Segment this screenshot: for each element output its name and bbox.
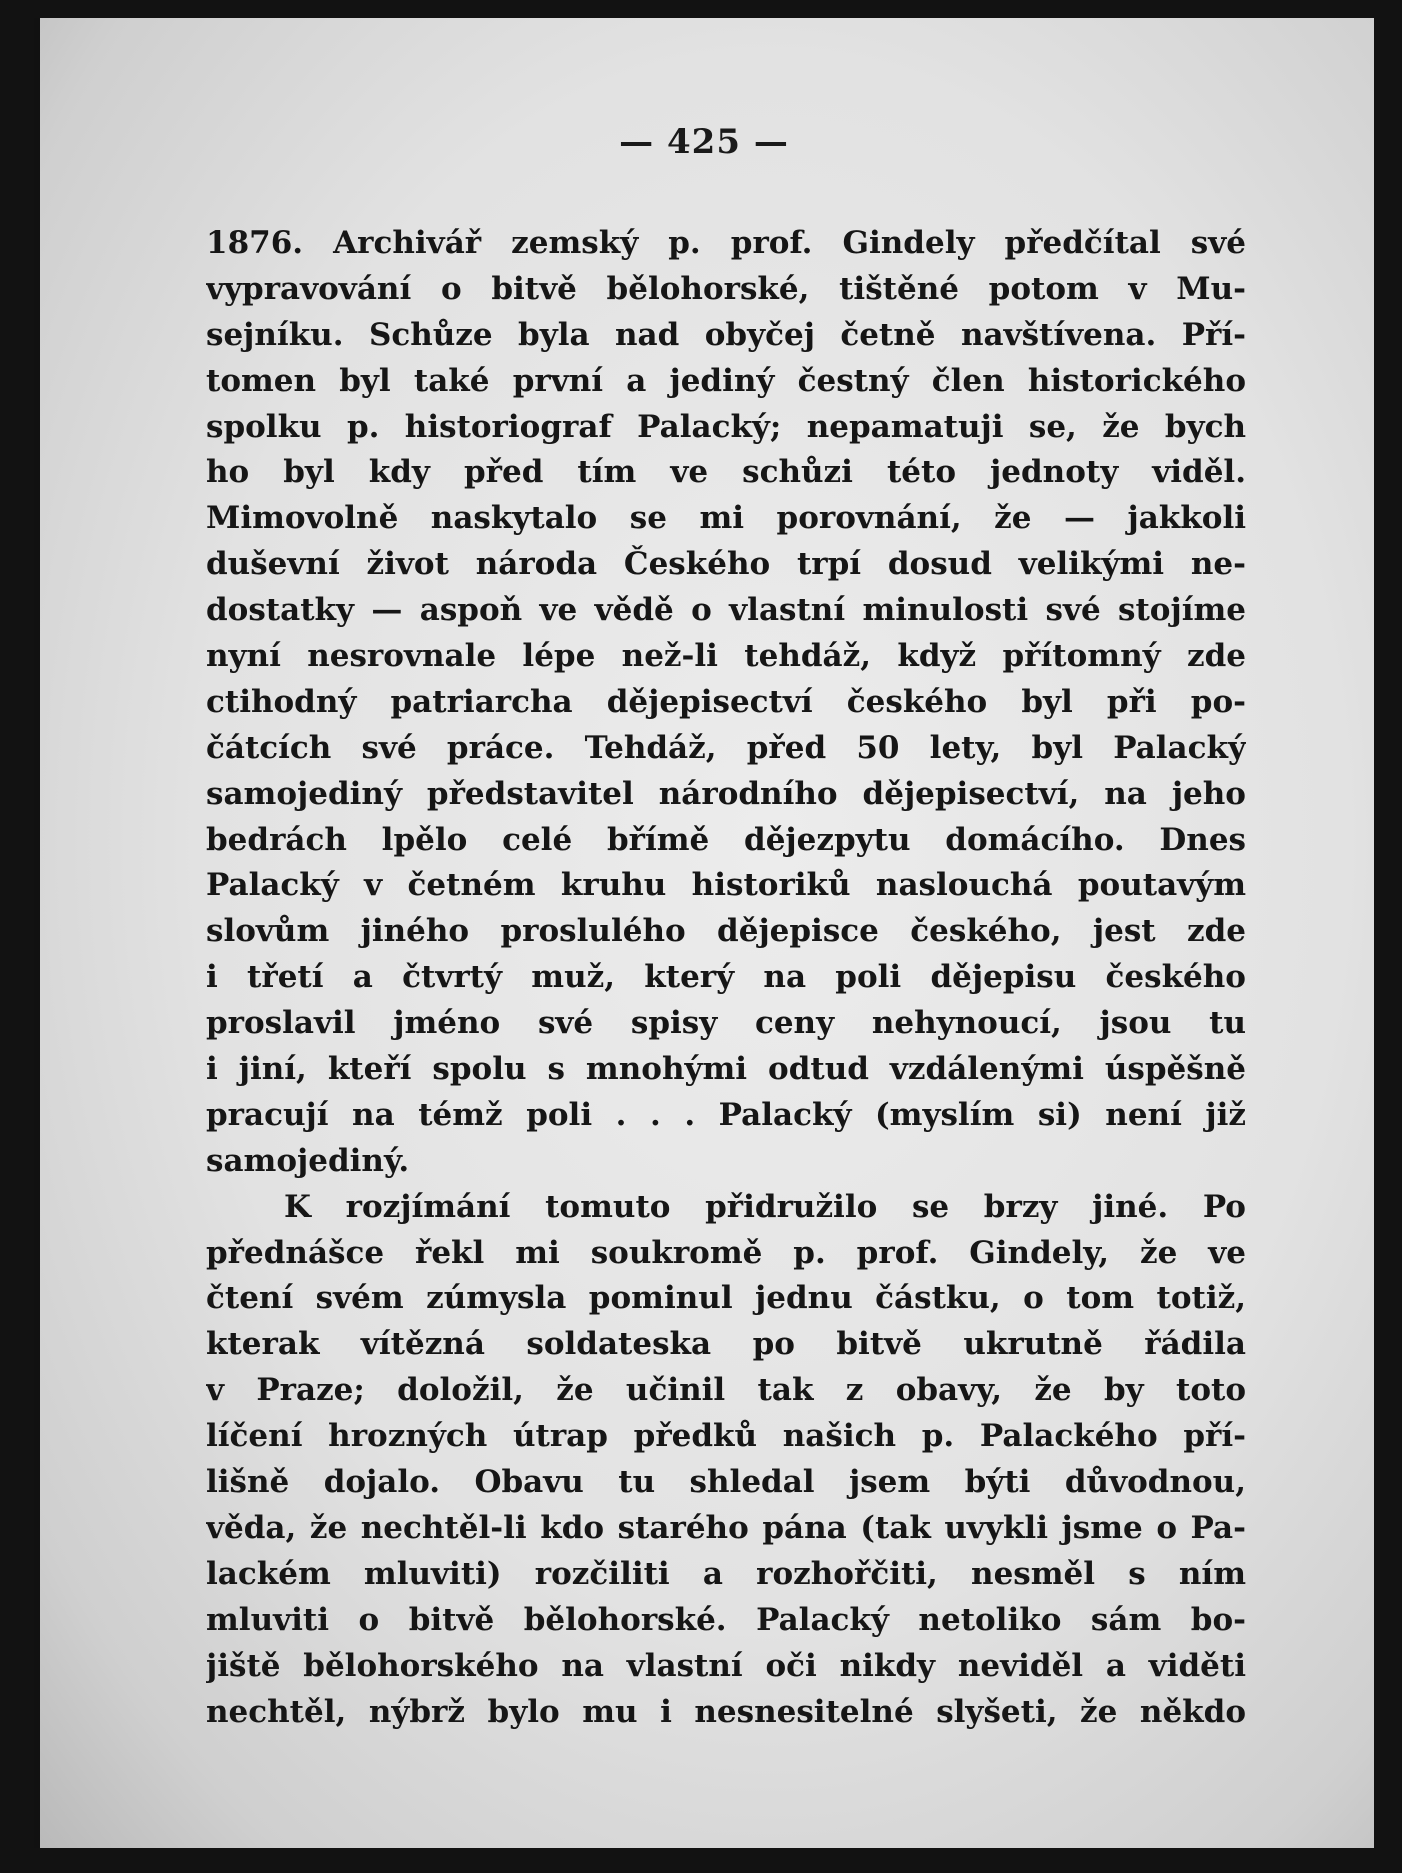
text-line: i třetí a čtvrtý muž, který na poli dějepisu českého [206, 959, 1246, 996]
text-line: čtení svém zúmysla pominul jednu částku, o tom totiž, [206, 1280, 1246, 1317]
text-line: kterak vítězná soldateska po bitvě ukrutně řádila [206, 1326, 1246, 1363]
text-line: tomen byl také první a jediný čestný člen historického [206, 362, 1246, 399]
text-line: bedrách lpělo celé břímě dějezpytu domácího. Dnes [206, 821, 1246, 858]
text-line: pracují na témž poli . . . Palacký (myslím si) není již [206, 1096, 1246, 1133]
text-line: mluviti o bitvě bělohorské. Palacký netoliko sám bo- [206, 1601, 1246, 1638]
text-line: Palacký v četném kruhu historiků naslouchá poutavým [206, 867, 1246, 904]
text-line: vypravování o bitvě bělohorské, tištěné potom v Mu- [206, 270, 1246, 307]
text-line: samojediný. [206, 1142, 410, 1179]
text-line: nechtěl, nýbrž bylo mu i nesnesitelné slyšeti, že někdo [206, 1693, 1246, 1730]
text-line: nyní nesrovnale lépe než-li tehdáž, když přítomný zde [206, 638, 1246, 675]
body-text [206, 221, 1246, 1735]
text-line: duševní život národa Českého trpí dosud velikými ne- [206, 546, 1246, 583]
text-line: K rozjímání tomuto přidružilo se brzy jiné. Po [284, 1188, 1246, 1225]
text-line: samojediný představitel národního dějepisectví, na jeho [206, 775, 1246, 812]
text-line: dostatky — aspoň ve vědě o vlastní minulosti své stojíme [206, 592, 1246, 629]
page-number: — 425 — [619, 122, 789, 162]
text-line: čátcích své práce. Tehdáž, před 50 lety, byl Palacký [206, 729, 1246, 766]
page-edge-shadow [34, 18, 40, 1848]
text-line: lišně dojalo. Obavu tu shledal jsem býti důvodnou, [206, 1464, 1246, 1501]
text-line: slovům jiného proslulého dějepisce českého, jest zde [206, 913, 1246, 950]
text-line: ctihodný patriarcha dějepisectví českého byl při po- [206, 683, 1246, 720]
text-line: i jiní, kteří spolu s mnohými odtud vzdálenými úspěšně [206, 1051, 1246, 1088]
text-line: 1876. Archivář zemský p. prof. Gindely předčítal své [206, 225, 1246, 261]
text-line: přednášce řekl mi soukromě p. prof. Gindely, že ve [206, 1234, 1246, 1271]
text-line: lackém mluviti) rozčiliti a rozhořčiti, nesměl s ním [206, 1555, 1246, 1592]
text-line: v Praze; doložil, že učinil tak z obavy, že by toto [206, 1372, 1246, 1409]
text-line: Mimovolně naskytalo se mi porovnání, že — jakkoli [206, 500, 1246, 537]
text-line: jiště bělohorského na vlastní oči nikdy neviděl a viděti [206, 1647, 1246, 1684]
text-line: sejníku. Schůze byla nad obyčej četně navštívena. Pří- [206, 316, 1246, 353]
text-line: spolku p. historiograf Palacký; nepamatuji se, že bych [206, 408, 1246, 445]
text-line: věda, že nechtěl-li kdo starého pána (tak uvykli jsme o Pa- [206, 1509, 1246, 1546]
book-page [34, 18, 1374, 1848]
text-line: proslavil jméno své spisy ceny nehynoucí, jsou tu [206, 1005, 1246, 1042]
text-line: ho byl kdy před tím ve schůzi této jednoty viděl. [206, 454, 1246, 491]
text-line: líčení hrozných útrap předků našich p. Palackého pří- [206, 1418, 1246, 1455]
